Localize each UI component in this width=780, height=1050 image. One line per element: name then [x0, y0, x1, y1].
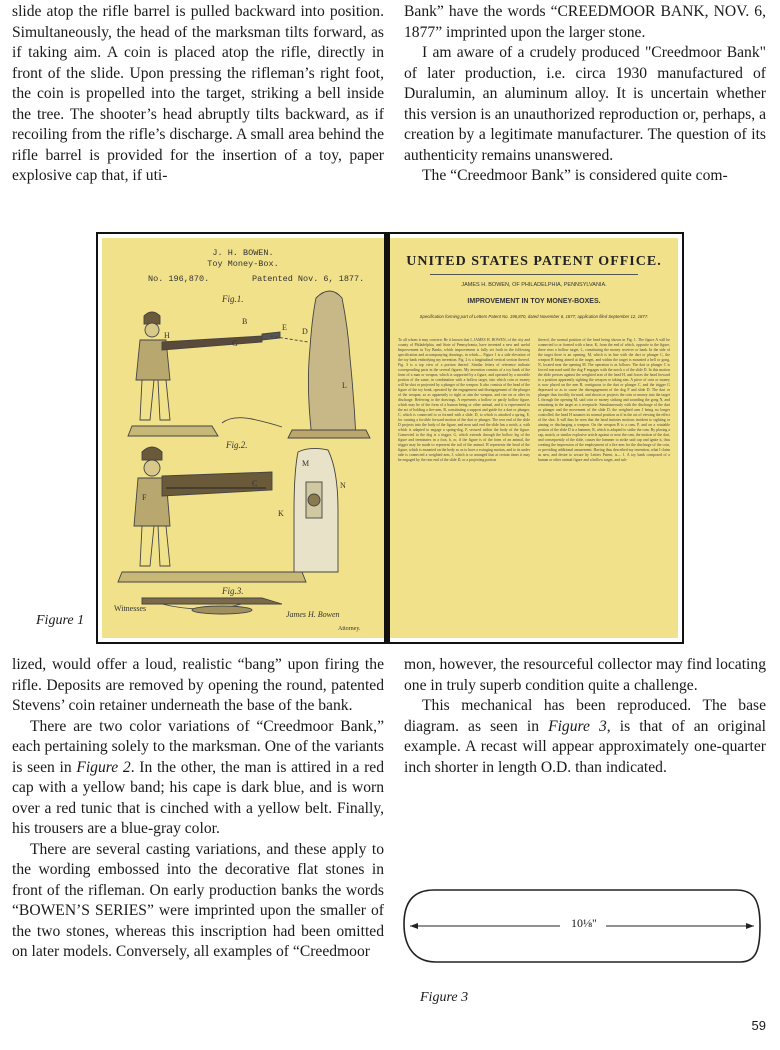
- patent-inventor-line: JAMES H. BOWEN, OF PHILADELPHIA, PENNSYLVANIA.: [461, 282, 607, 288]
- svg-text:C: C: [252, 479, 258, 488]
- text-run: This mechanical has been reproduced. The base diagram. as seen in: [404, 697, 766, 735]
- svg-text:M: M: [302, 459, 310, 468]
- svg-text:K: K: [278, 509, 284, 518]
- patent-body-left: To all whom it may concern: Be it known that I, JAMES H. BOWEN, of the city and county of Philadelphia, and State of Pennsylvania, have invented a new and useful Improvement in Toy Banks, which improvement is fully set forth in the following specification and accompanying drawings, in which— Figure 1 is a side elevation of the toy bank embodying my invention. Fig. 2 is a longitudinal vertical section thereof. Fig. 3 is a top view of a portion thereof. Similar letters of reference indicate corresponding parts in the several figures. My invention consists of a toy bank of the form of a man or weapon, which is supported by a figure, and operated by a movable portion of the same, in combination with a hollow target, into which coin or money will be shot or projected by a plunger of the weapon. It also consists of the head of the figure of the toy bank, operated by the engagement and disengagement of the plunger of the weapon, so as apparently to sight or aim the weapon, and rise on or after its discharge. Referring to the drawings, A represents a hollow or partly hollow figure, which may be of the form of a human being or other animal, and it is represented in the act of holding a fire-arm, B, constituting a support and guide for a dart or plunger, C, which is connected to or formed with a slide, D, to which is attached a spring, E, for causing a forcible forward motion of the dart or plunger. The rear end of the slide D projects into the body of the figure, and near said end the slide has a notch, a, with which is adapted to engage a spring-dog, F, secured within the body of the figure. Connected to the dog is a trigger, G, which extends through the hollow leg of the figure and terminates in a foot, b, or, if the figure is of the form of an animal, the trigger may be made to represent the tail of the animal. H represents the head of the figure, which is mounted on the body so as to have a swinging motion, and to its under side is connected a weighted arm, J, which is so arranged that at certain times it may be engaged by the rear end of the slide D, or a projecting portion: [398, 338, 530, 462]
- dimension-label: 10⅛": [571, 916, 597, 930]
- figure-reference: Figure 3: [548, 717, 607, 735]
- figure-3-base-diagram: [400, 880, 762, 976]
- figure-1-caption: Figure 1: [36, 613, 85, 628]
- paragraph: [404, 696, 766, 778]
- attorney-label: Attorney.: [338, 626, 361, 632]
- svg-text:E: E: [282, 323, 287, 332]
- paragraph: Bank” have the words “CREEDMOOR BANK, NOV. 6, 1877” imprinted upon the larger stone.: [404, 3, 766, 41]
- patent-body: [398, 338, 670, 630]
- fig3-label: Fig.3.: [222, 586, 244, 596]
- bottom-right-column: [404, 655, 766, 778]
- svg-text:N: N: [340, 481, 346, 490]
- paragraph: I am aware of a crudely produced "Creedmoor Bank" of later production, i.e. circa 1930 manufactured of Duralumin, an aluminum alloy. It is uncertain whether this version is an unauthorized reproduction or, perhaps, a creation by a legitimate manufacturer. The question of its authenticity remains unanswered.: [404, 44, 766, 164]
- patent-spec-line: Specification forming part of Letters Patent No. 196,870, dated November 6, 1877; application filed September 12, 1877.: [419, 314, 649, 319]
- patent-office-heading: UNITED STATES PATENT OFFICE.: [406, 254, 662, 269]
- text-run: There are two color variations of “Creedmoor Bank,” each pertaining solely to the marksman. One of the variants is seen in: [12, 717, 384, 776]
- page-number: 59: [751, 1018, 766, 1033]
- svg-text:L: L: [342, 381, 347, 390]
- patent-title: Toy Money-Box.: [207, 259, 279, 269]
- patent-number: No. 196,870.: [148, 274, 210, 284]
- top-right-column: [404, 2, 766, 187]
- text-run: . In the other, the man is attired in a red cap with a yellow band; his cape is dark blue, and is worn over a red tunic that is cinched with a yellow belt. Finally, his trousers are a blue-gray color.: [12, 758, 384, 837]
- witnesses-label: Witnesses: [114, 604, 147, 613]
- patent-improvement: IMPROVEMENT IN TOY MONEY-BOXES.: [467, 298, 601, 305]
- patent-text-panel: [390, 238, 678, 638]
- paragraph: mon, however, the resourceful collector may find locating one in truly superb condition quite a challenge.: [404, 656, 766, 694]
- text-run: , is that of an original example. A recast will appear approximately one-quarter inch shorter in length O.D. than indicated.: [404, 717, 766, 776]
- fig2-label: Fig.2.: [226, 440, 248, 450]
- patent-date: Patented Nov. 6, 1877.: [252, 274, 365, 284]
- paragraph: The “Creedmoor Bank” is considered quite com-: [422, 167, 728, 184]
- svg-text:G: G: [232, 339, 238, 348]
- patent-drawing-panel: [102, 238, 384, 638]
- inventor-signature: James H. Bowen: [286, 610, 340, 619]
- svg-text:B: B: [242, 317, 248, 326]
- paragraph: [12, 717, 384, 840]
- top-left-text: slide atop the rifle barrel is pulled backward into position. Simultaneously, the head of the marksman tilts forward, as if taking aim. A coin is placed atop the rifle, directly in front of the slide. Upon pressing the rifleman’s right foot, the coin is propelled into the target, striking a bell inside the tree. The shooter’s head abruptly tilts backward, as if recoiling from the rifle’s discharge. A small area behind the rifle barrel is provided for the insertion of a toy, paper explosive cap that, if uti-: [12, 3, 384, 184]
- fig1-label: Fig.1.: [222, 294, 244, 304]
- patent-inventor: J. H. BOWEN.: [212, 248, 274, 258]
- patent-body-right: thereof, the normal position of the head being shown in Fig. 1. The figure A will be connected to or formed with a base, K, from the end of which, opposite to the figure, there rises a hollow target, L, constituting the money receiver or bank. In the side of the target there is an opening, M, which is in line with the dart or plunger C, the weapon B being aimed at the target, and within the target is mounted a bell or gong, N, located near the opening M. The operation is as follows: The dart or plunger C is forced rearward until the dog F engages with the notch a of the slide D. In this motion the slide presses against the weighted arm of the head H, and forces the head forward to a position apparently sighting the weapon or taking aim. A piece of coin or money is now placed on the arm B, contiguous to the dart or plunger C, and the trigger G depressed so as to cause the disengagement of the dog F and slide D. The dart or plunger thus forcibly forward, and shoots or projects the coin or money into the target L through the opening M, said coin or money striking and sounding the gong N, and remaining in the target as a receptacle. Simultaneously with the discharge of the dart or plunger and the movement of the slide D, the weighted arm J being no longer controlled, the head H assumes its normal position as if in the act of viewing the effect of the shot. It will thus be seen that the head imitates motions incident to sighting or aiming or discharging a weapon. On the weapon B is a cam, P, and on a rotatable portion of the slide D is a hammer, R, which is adapted to strike the cam. By placing a cap, match, or similar explosive article against or near the cam, the motion of the dart, and consequently of the slide, causes the hammer to strike said cap and ignite it, thus creating the impression of the employment of a fire-arm for the discharge of the coin, or providing additional amusement. Having thus described my invention, what I claim as new, and desire to secure by Letters Patent, is— 1. A toy bank composed of a human or other animal figure and a hollow target, and sub-: [538, 338, 670, 462]
- figure-reference: Figure 2: [76, 758, 131, 776]
- paragraph: There are several casting variations, and these apply to the wording embossed into the decorative flat stones in front of the rifleman. On early production banks the words “BOWEN’S SERIES” were imprinted upon the smaller of the two stones, whereas this inscription had been omitted on later models. Conversely, all examples of “Creedmoor: [12, 840, 384, 960]
- patent-drawings: [102, 238, 384, 638]
- top-left-column: [12, 2, 384, 187]
- figure-1-patent-image: [96, 232, 684, 644]
- bottom-left-column: [12, 655, 384, 963]
- svg-text:D: D: [302, 327, 308, 336]
- svg-text:F: F: [142, 493, 147, 502]
- svg-text:H: H: [164, 331, 170, 340]
- paragraph: lized, would offer a loud, realistic “bang” upon firing the rifle. Deposits are removed by opening the round, patented Stevens’ coin retainer underneath the base of the bank.: [12, 656, 384, 714]
- figure-3-caption: Figure 3: [420, 990, 469, 1005]
